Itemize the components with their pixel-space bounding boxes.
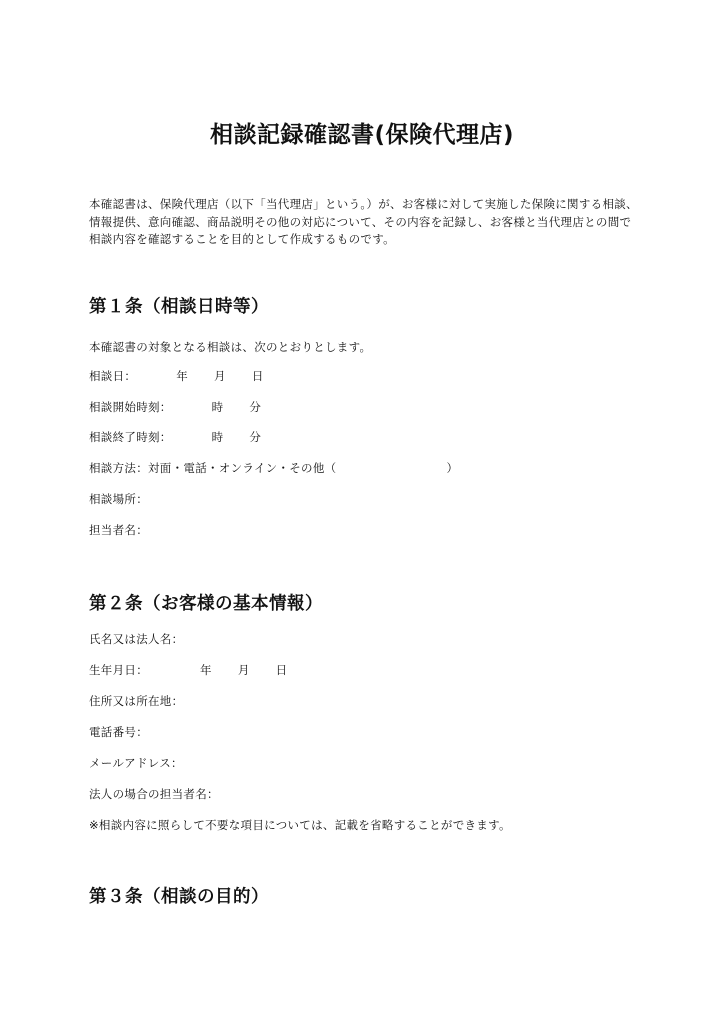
start-hour-unit: 時 xyxy=(211,400,224,414)
birth-month-unit: 月 xyxy=(237,663,250,677)
consultation-date-row xyxy=(89,368,264,384)
consultation-method-label: 相談方法：対面・電話・オンライン・その他（ xyxy=(89,461,337,475)
start-minute-unit: 分 xyxy=(249,400,262,414)
email-address-label: メールアドレス： xyxy=(89,756,183,770)
method-close-paren: ） xyxy=(446,461,459,475)
consultation-place-label: 相談場所： xyxy=(89,492,148,506)
birthdate-row xyxy=(89,662,287,678)
end-hour-unit: 時 xyxy=(211,430,224,444)
start-time-label: 相談開始時刻： xyxy=(89,400,172,414)
customer-name-label: 氏名又は法人名： xyxy=(89,632,184,646)
start-time-row xyxy=(89,399,261,415)
corporate-contact-label: 法人の場合の担当者名： xyxy=(89,787,219,801)
consultation-method-row xyxy=(89,460,458,476)
staff-name-label: 担当者名： xyxy=(89,523,148,537)
birthdate-label: 生年月日： xyxy=(89,663,148,677)
end-time-row xyxy=(89,429,261,445)
address-label: 住所又は所在地： xyxy=(89,694,184,708)
birth-year-unit: 年 xyxy=(200,663,212,677)
article-2-heading: 第２条（お客様の基本情報） xyxy=(89,594,323,614)
phone-number-label: 電話番号： xyxy=(89,725,148,739)
document-title: 相談記録確認書(保険代理店) xyxy=(209,122,515,148)
consultation-date-label: 相談日： xyxy=(89,369,137,383)
intro-paragraph: 本確認書は、保険代理店（以下「当代理店」という。）が、お客様に対して実施した保険に関する相談、情報提供、意向確認、商品説明その他の対応について、その内容を記録し、お客様と当代理店との間で相談内容を確認することを目的として作成するものです。 xyxy=(89,197,638,246)
date-day-unit: 日 xyxy=(251,369,264,383)
article-1-heading: 第１条（相談日時等） xyxy=(89,297,269,317)
article-2-note: ※相談内容に照らして不要な項目については、記載を省略することができます。 xyxy=(89,818,511,832)
end-time-label: 相談終了時刻： xyxy=(89,430,172,444)
end-minute-unit: 分 xyxy=(249,430,262,444)
date-year-unit: 年 xyxy=(176,369,189,383)
date-month-unit: 月 xyxy=(214,369,226,383)
birth-day-unit: 日 xyxy=(275,663,288,677)
article-1-lead: 本確認書の対象となる相談は、次のとおりとします。 xyxy=(89,340,372,354)
article-3-heading: 第３条（相談の目的） xyxy=(89,887,269,907)
